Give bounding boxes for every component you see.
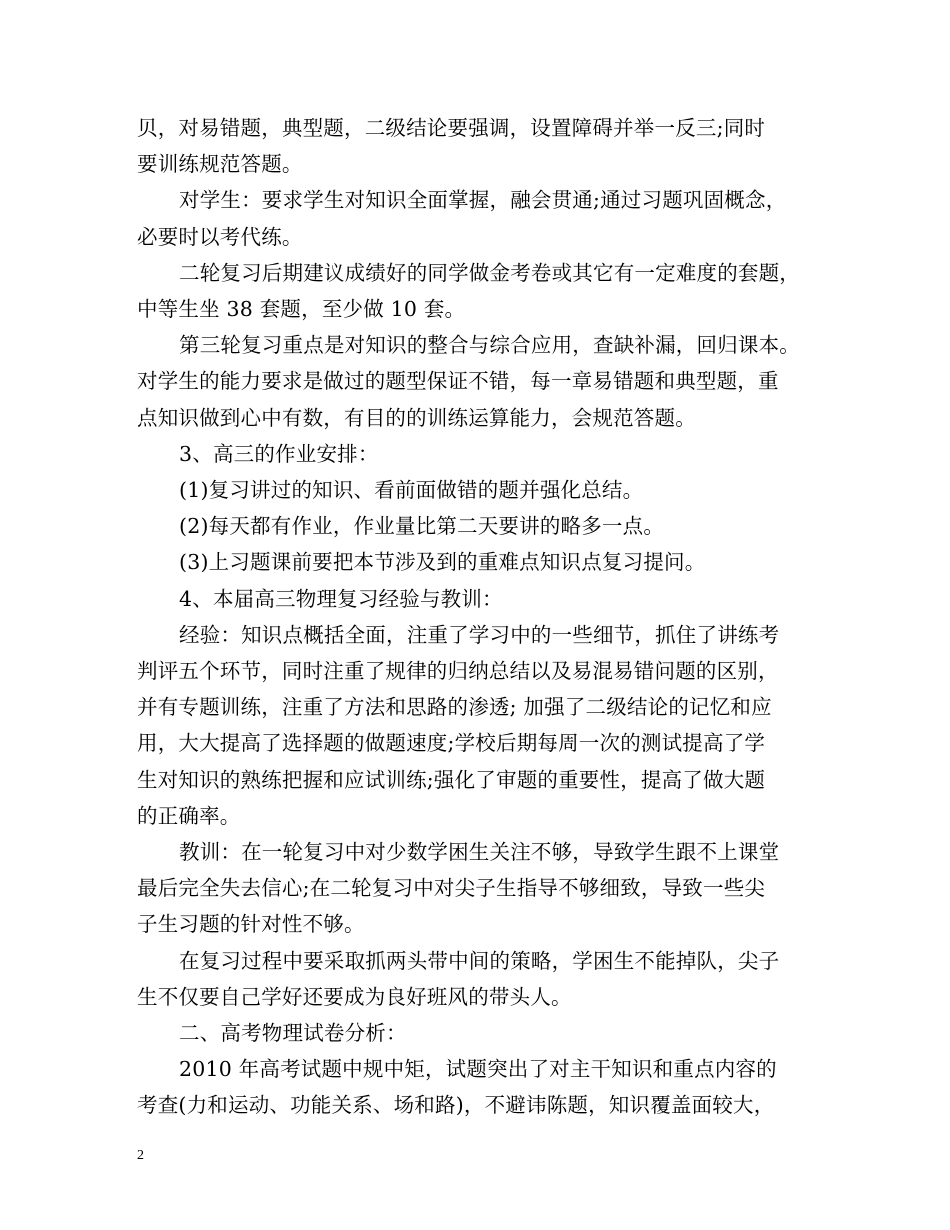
text-line: 经验：知识点概括全面，注重了学习中的一些细节，抓住了讲练考	[179, 622, 780, 647]
paragraph	[137, 581, 837, 617]
text-line: 最后完全失去信心;在二轮复习中对尖子生指导不够细致，导致一些尖	[137, 876, 766, 901]
text-line: 二、高考物理试卷分析：	[179, 1021, 407, 1046]
text-line: 并有专题训练，注重了方法和思路的渗透; 加强了二级结论的记忆和应	[137, 695, 772, 720]
text-line: 要训练规范答题。	[137, 152, 303, 177]
text-line: 第三轮复习重点是对知识的整合与综合应用，查缺补漏，回归课本。	[179, 333, 800, 358]
paragraph	[137, 508, 837, 544]
paragraph	[137, 110, 837, 182]
paragraph	[137, 617, 837, 834]
text-line: 点知识做到心中有数，有目的的训练运算能力，会规范答题。	[137, 405, 696, 430]
text-line: 判评五个环节，同时注重了规律的归纳总结以及易混易错问题的区别，	[137, 659, 779, 684]
paragraph	[137, 544, 837, 580]
paragraph	[137, 255, 837, 327]
text-line: 对学生：要求学生对知识全面掌握，融会贯通;通过习题巩固概念，	[179, 188, 787, 213]
text-line: (2)每天都有作业，作业量比第二天要讲的略多一点。	[179, 514, 665, 539]
text-line: 3、高三的作业安排：	[179, 441, 379, 466]
paragraph	[137, 436, 837, 472]
paragraph	[137, 327, 837, 436]
page-number: 2	[137, 1148, 144, 1163]
text-line: 必要时以考代练。	[137, 224, 303, 249]
text-line: 4、本届高三物理复习经验与教训：	[179, 586, 503, 611]
text-line: (3)上习题课前要把本节涉及到的重难点知识点复习提问。	[179, 550, 706, 575]
text-line: 贝，对易错题，典型题，二级结论要强调，设置障碍并举一反三;同时	[137, 116, 766, 140]
text-line: 中等生坐 38 套题，至少做 10 套。	[137, 297, 466, 322]
paragraph	[137, 943, 837, 1015]
text-line: 的正确率。	[137, 803, 241, 828]
text-line: 生不仅要自己学好还要成为良好班风的带头人。	[137, 984, 572, 1009]
document-body	[137, 110, 837, 1124]
text-line: 用，大大提高了选择题的做题速度;学校后期每周一次的测试提高了学	[137, 731, 766, 756]
paragraph	[137, 472, 837, 508]
paragraph	[137, 834, 837, 943]
text-line: (1)复习讲过的知识、看前面做错的题并强化总结。	[179, 478, 644, 503]
text-line: 在复习过程中要采取抓两头带中间的策略，学困生不能掉队，尖子	[179, 948, 780, 973]
text-line: 2010 年高考试题中规中矩，试题突出了对主干知识和重点内容的	[179, 1057, 777, 1082]
text-line: 二轮复习后期建议成绩好的同学做金考卷或其它有一定难度的套题，	[179, 260, 800, 285]
paragraph	[137, 1051, 837, 1123]
text-line: 对学生的能力要求是做过的题型保证不错，每一章易错题和典型题，重	[137, 369, 779, 394]
text-line: 考查(力和运动、功能关系、场和路)，不避讳陈题，知识覆盖面较大，	[137, 1093, 775, 1118]
text-line: 子生习题的针对性不够。	[137, 912, 365, 937]
text-line: 教训：在一轮复习中对少数学困生关注不够，导致学生跟不上课堂	[179, 840, 780, 865]
paragraph	[137, 182, 837, 254]
paragraph	[137, 1015, 837, 1051]
text-line: 生对知识的熟练把握和应试训练;强化了审题的重要性，提高了做大题	[137, 767, 766, 792]
